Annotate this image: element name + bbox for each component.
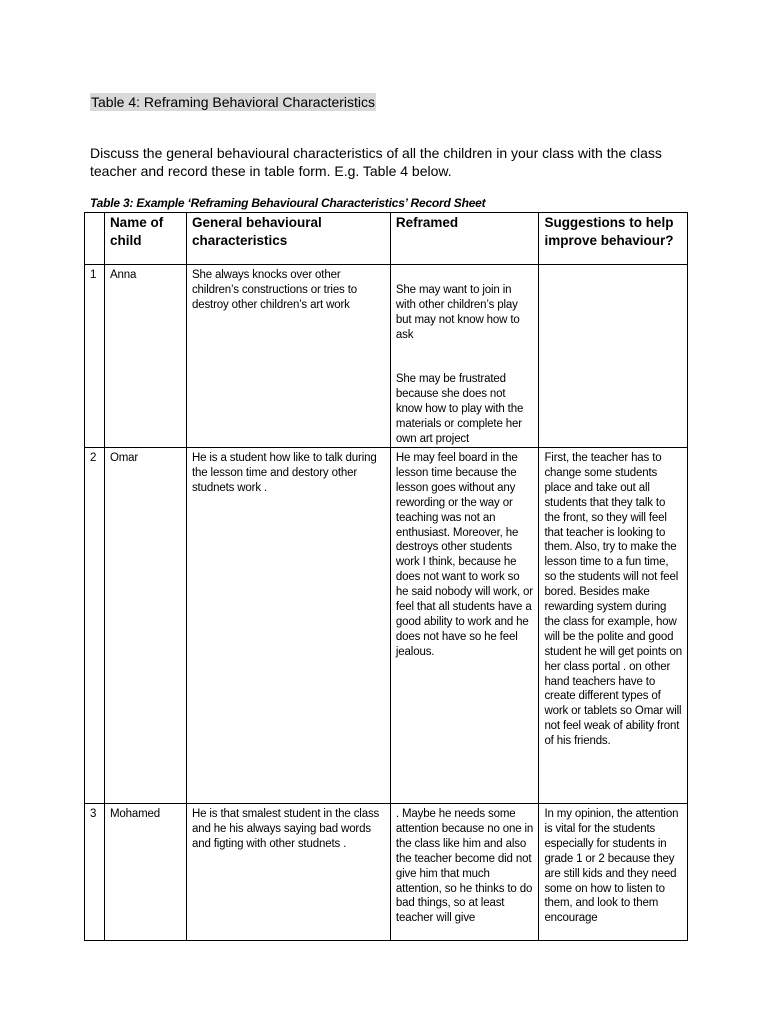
general-characteristics: He is that smalest student in the class and he his always saying bad words and figting with other studnets . [186, 803, 390, 940]
child-name: Anna [104, 265, 186, 448]
record-sheet-table [84, 212, 688, 941]
child-name: Mohamed [104, 803, 186, 940]
reframed-text: She may be frustrated because she does not know how to play with the materials or complete her own art project [395, 373, 524, 446]
suggestions: First, the teacher has to change some students place and take out all students that they talk to the front, so they will feel that teacher is looking to them. Also, try to make the lesson time to a fun time, so the students will not feel bored. Besides make rewarding system during the class for example, how will be the polite and good student he will get points on her class portal . on other hand teachers have to create different types of work or tablets so Omar will not feel weak of ability front of his friends. [539, 447, 688, 803]
intro-paragraph: Discuss the general behavioural characteristics of all the children in your class with the class teacher and record these in table form. E.g. Table 4 below. [90, 145, 662, 179]
row-number: 2 [85, 447, 105, 803]
header-general: General behavioural characteristics [186, 213, 390, 265]
table-row [85, 447, 688, 803]
table-row [85, 803, 688, 940]
suggestions-cell [539, 803, 688, 940]
suggestions [539, 265, 688, 448]
table-header-row [85, 213, 688, 265]
general-characteristics: He is a student how like to talk during the lesson time and destory other studnets work . [186, 447, 390, 803]
table-heading: Table 4: Reframing Behavioral Characteristics [91, 94, 376, 110]
child-name: Omar [104, 447, 186, 803]
reframed-text: . Maybe he needs some attention because no one in the class like him and also the teacher become did not give him that much attention, so he thinks to do bad things, so at least teacher will give [395, 807, 534, 925]
header-number [85, 213, 105, 265]
row-number: 3 [85, 803, 105, 940]
table-caption: Table 3: Example ‘Reframing Behavioural Characteristics’ Record Sheet [90, 196, 486, 210]
reframed-text: He may feel board in the lesson time because the lesson goes without any rewording or the way or teaching was not an enthusiast. Moreover, he destroys other students work I think, because he does not want to work so he said nobody will work, or feel that all students have a good ability to work and he does not have so he feel jealous. [390, 447, 539, 803]
header-suggestions: Suggestions to help improve behaviour? [539, 213, 688, 265]
reframed-cell [390, 265, 539, 448]
header-reframed: Reframed [390, 213, 539, 265]
table-row [85, 265, 688, 448]
reframed-text: She may want to join in with other children’s play but may not know how to ask [395, 283, 520, 341]
row-number: 1 [85, 265, 105, 448]
suggestions: In my opinion, the attention is vital for the students especially for students in grade 1 or 2 because they are still kids and they need some on how to listen to them, and look to them encourage [544, 807, 679, 925]
header-name: Name of child [104, 213, 186, 265]
reframed-cell [390, 803, 539, 940]
general-characteristics: She always knocks over other children’s constructions or tries to destroy other children’s art work [186, 265, 390, 448]
